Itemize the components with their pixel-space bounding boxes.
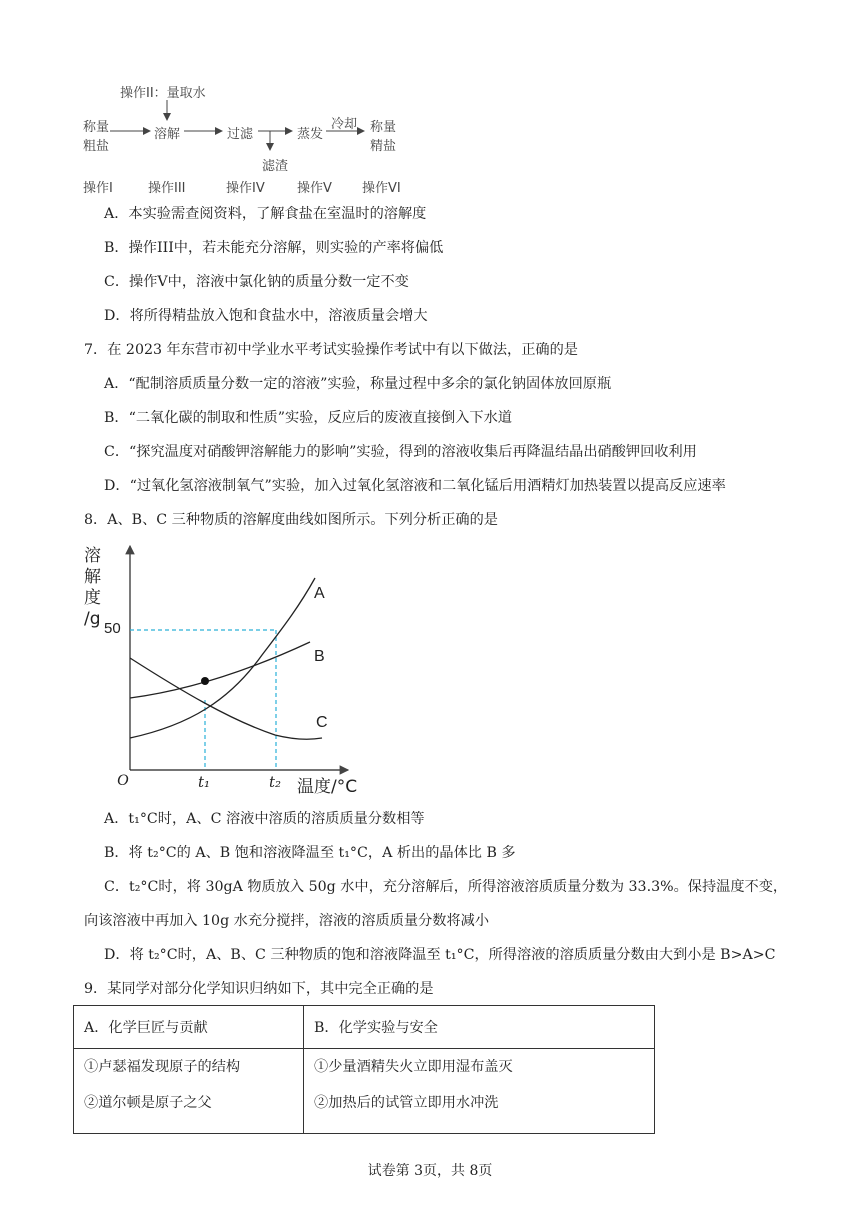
x-tick-t1: t₁: [198, 773, 211, 791]
q7-option-c: C．“探究温度对硝酸钾溶解能力的影响”实验，得到的溶液收集后再降温结晶出硝酸钾回收利用: [104, 444, 697, 460]
table-item: ①卢瑟福发现原子的结构: [84, 1059, 241, 1075]
flow-op-label: 操作I: [83, 181, 113, 196]
flow-op-label: 操作VI: [362, 181, 401, 196]
table-cell-b-items: [304, 1049, 655, 1134]
flow-op-label: 操作III: [148, 181, 186, 196]
table-item: ①少量酒精失火立即用湿布盖灭: [314, 1059, 513, 1075]
flow-residue: 滤渣: [262, 159, 289, 174]
flow-op2-label: 操作II：量取水: [120, 86, 206, 101]
q7-option-d: D．“过氧化氢溶液制氧气”实验，加入过氧化氢溶液和二氧化锰后用酒精灯加热装置以提高反应速率: [104, 478, 726, 494]
flow-evaporate: 蒸发: [297, 127, 324, 142]
flow-op-label: 操作IV: [226, 181, 265, 196]
flow-weigh-fine: 称量 精盐: [370, 120, 397, 154]
series-line-b: [130, 642, 310, 698]
series-line-c: [130, 658, 322, 739]
q8-option-c-cont: 向该溶液中再加入 10g 水充分搅拌，溶液的溶质质量分数将减小: [84, 913, 490, 929]
q8-option-c: C．t₂°C时，将 30gA 物质放入 50g 水中，充分溶解后，所得溶液溶质质量分数为 33.3%。保持温度不变，: [104, 879, 788, 895]
table-cell-a-items: [74, 1049, 304, 1134]
flow-cool: 冷却: [331, 117, 358, 132]
flow-dissolve: 溶解: [154, 127, 181, 142]
series-line-a: [130, 578, 315, 738]
q7-option-a: A．“配制溶质质量分数一定的溶液”实验，称量过程中多余的氯化钠固体放回原瓶: [104, 376, 612, 392]
intersection-point-ab: [201, 677, 209, 685]
table-item: ②道尔顿是原子之父: [84, 1095, 212, 1111]
q8-option-d: D．将 t₂°C时，A、B、C 三种物质的饱和溶液降温至 t₁°C，所得溶液的溶质质量分数由大到小是 B>A>C: [104, 947, 776, 963]
q6-option-a: A．本实验需查阅资料，了解食盐在室温时的溶解度: [104, 206, 427, 222]
q7-option-b: B．“二氧化碳的制取和性质”实验，反应后的废液直接倒入下水道: [104, 410, 512, 426]
x-axis-label: 温度/°C: [297, 777, 358, 797]
y-tick-50: 50: [104, 620, 121, 637]
page-footer: 试卷第 3页，共 8页: [367, 1163, 493, 1179]
x-tick-t2: t₂: [269, 773, 282, 791]
table-header-a: A．化学巨匠与贡献: [74, 1006, 304, 1049]
q6-option-c: C．操作V中，溶液中氯化钠的质量分数一定不变: [104, 274, 409, 290]
table-header-b: B．化学实验与安全: [304, 1006, 655, 1049]
flow-filter: 过滤: [227, 127, 254, 142]
series-label-c: C: [316, 714, 328, 731]
q7-stem: 7．在 2023 年东营市初中学业水平考试实验操作考试中有以下做法，正确的是: [84, 342, 578, 358]
q9-stem: 9．某同学对部分化学知识归纳如下，其中完全正确的是: [84, 981, 434, 997]
q6-option-b: B．操作III中，若未能充分溶解，则实验的产率将偏低: [104, 240, 444, 256]
q8-option-b: B．将 t₂°C的 A、B 饱和溶液降温至 t₁°C，A 析出的晶体比 B 多: [104, 845, 516, 861]
series-label-a: A: [314, 585, 325, 602]
series-label-b: B: [314, 648, 325, 665]
q8-option-a: A．t₁°C时，A、C 溶液中溶质的溶质质量分数相等: [104, 811, 425, 827]
table-item: ②加热后的试管立即用水冲洗: [314, 1095, 499, 1111]
flow-op-label: 操作V: [297, 181, 332, 196]
origin-label: O: [117, 772, 129, 789]
q8-stem: 8．A、B、C 三种物质的溶解度曲线如图所示。下列分析正确的是: [84, 512, 498, 528]
q6-option-d: D．将所得精盐放入饱和食盐水中，溶液质量会增大: [104, 308, 428, 324]
flow-weigh-crude: 称量 粗盐: [83, 120, 110, 154]
q9-table: [73, 1005, 655, 1134]
y-axis-label: 溶 解 度 /g: [84, 546, 101, 629]
